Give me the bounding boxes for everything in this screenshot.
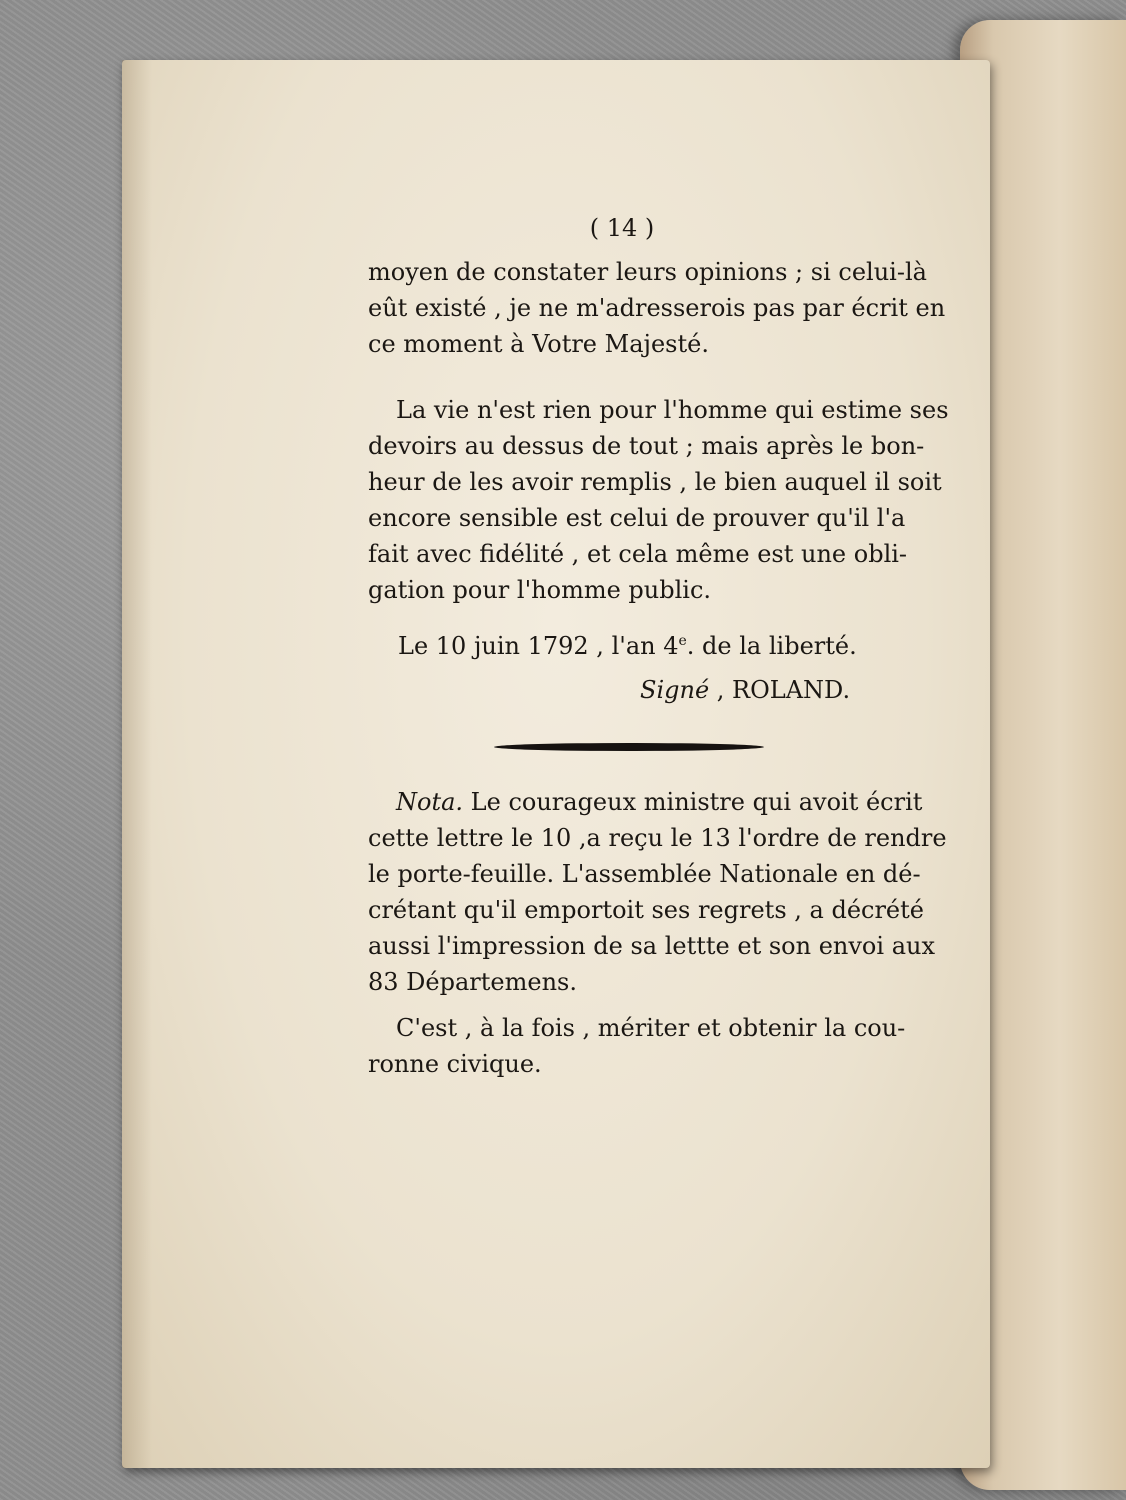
closing-line: C'est , à la fois , mériter et obtenir la cou-: [396, 1014, 906, 1042]
date-superscript: e: [678, 633, 687, 649]
decorative-rule: [494, 743, 764, 751]
signature-name: , ROLAND.: [716, 676, 851, 704]
nota-label: Nota.: [396, 788, 464, 816]
nota-line: Le courageux ministre qui avoit écrit: [470, 788, 923, 816]
page-number: ( 14 ): [589, 214, 655, 242]
paragraph-line: fait avec fidélité , et cela même est une obli-: [368, 540, 908, 568]
date-line: [398, 632, 857, 660]
nota-first-line: [368, 788, 923, 816]
paragraph-line: La vie n'est rien pour l'homme qui estime ses: [396, 396, 949, 424]
paragraph-line: moyen de constater leurs opinions ; si celui-là: [368, 258, 927, 286]
nota-line: aussi l'impression de sa lettte et son envoi aux: [368, 932, 935, 960]
date-suffix: . de la liberté.: [686, 632, 857, 660]
signature: [640, 676, 850, 704]
paragraph-line: eût existé , je ne m'adresserois pas par écrit en: [368, 294, 946, 322]
signature-label: Signé: [640, 676, 710, 704]
paragraph-line: encore sensible est celui de prouver qu'il l'a: [368, 504, 906, 532]
nota-line: cette lettre le 10 ,a reçu le 13 l'ordre de rendre: [368, 824, 947, 852]
paragraph-line: gation pour l'homme public.: [368, 576, 712, 604]
nota-line: crétant qu'il emportoit ses regrets , a décrété: [368, 896, 924, 924]
date-prefix: Le 10 juin 1792 , l'an 4: [398, 632, 679, 660]
paragraph-line: devoirs au dessus de tout ; mais après le bon-: [368, 432, 925, 460]
nota-line: 83 Départemens.: [368, 968, 577, 996]
paragraph-line: heur de les avoir remplis , le bien auquel il soit: [368, 468, 942, 496]
paragraph-line: ce moment à Votre Majesté.: [368, 330, 709, 358]
nota-line: le porte-feuille. L'assemblée Nationale en dé-: [368, 860, 921, 888]
closing-line: ronne civique.: [368, 1050, 542, 1078]
